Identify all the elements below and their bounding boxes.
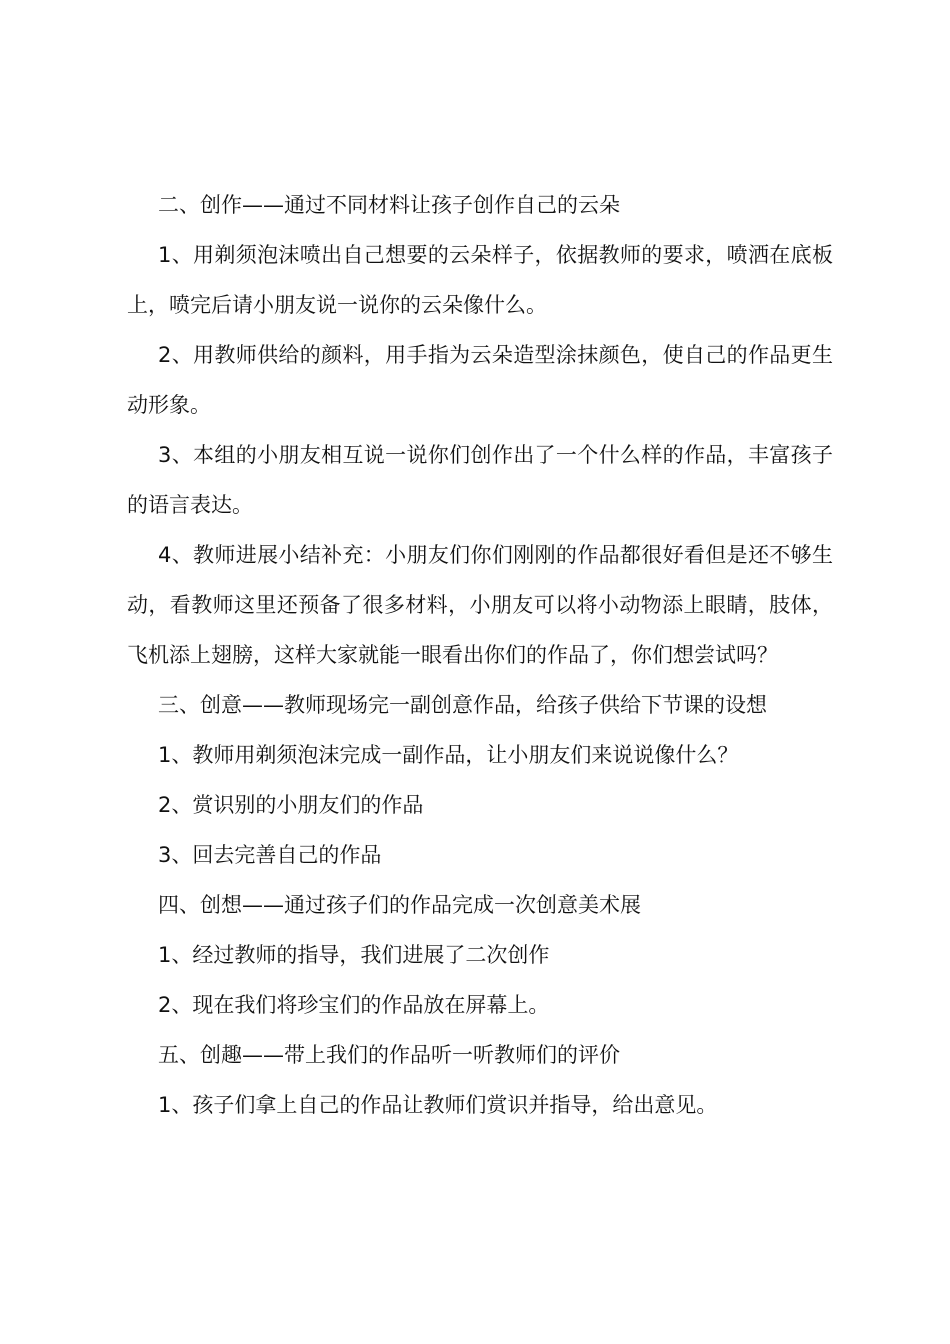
paragraph-2-1: 1、用剃须泡沫喷出自己想要的云朵样子，依据教师的要求，喷洒在底板上，喷完后请小朋友说一说你的云朵像什么。: [127, 243, 833, 317]
section-heading-3: 三、创意——教师现场完一副创意作品，给孩子供给下节课的设想: [158, 693, 767, 717]
paragraph-5-1: 1、孩子们拿上自己的作品让教师们赏识并指导，给出意见。: [158, 1093, 718, 1117]
document-body: [127, 180, 833, 1130]
paragraph-4-2: 2、现在我们将珍宝们的作品放在屏幕上。: [158, 993, 550, 1017]
section-heading-4: 四、创想——通过孩子们的作品完成一次创意美术展: [158, 893, 641, 917]
paragraph-3-3: 3、回去完善自己的作品: [158, 843, 382, 867]
paragraph-2-4: 4、教师进展小结补充：小朋友们你们刚刚的作品都很好看但是还不够生动，看教师这里还预备了很多材料，小朋友可以将小动物添上眼睛，肢体，飞机添上翅膀，这样大家就能一眼看出你们的作品了，你们想尝试吗？: [127, 543, 833, 667]
paragraph-3-2: 2、赏识别的小朋友们的作品: [158, 793, 424, 817]
section-heading-2: 二、创作——通过不同材料让孩子创作自己的云朵: [158, 193, 620, 217]
paragraph-3-1: 1、教师用剃须泡沫完成一副作品，让小朋友们来说说像什么？: [158, 743, 739, 767]
paragraph-4-1: 1、经过教师的指导，我们进展了二次创作: [158, 943, 550, 967]
paragraph-2-3: 3、本组的小朋友相互说一说你们创作出了一个什么样的作品，丰富孩子的语言表达。: [127, 443, 833, 517]
paragraph-2-2: 2、用教师供给的颜料，用手指为云朵造型涂抹颜色，使自己的作品更生动形象。: [127, 343, 833, 417]
section-heading-5: 五、创趣——带上我们的作品听一听教师们的评价: [158, 1043, 620, 1067]
